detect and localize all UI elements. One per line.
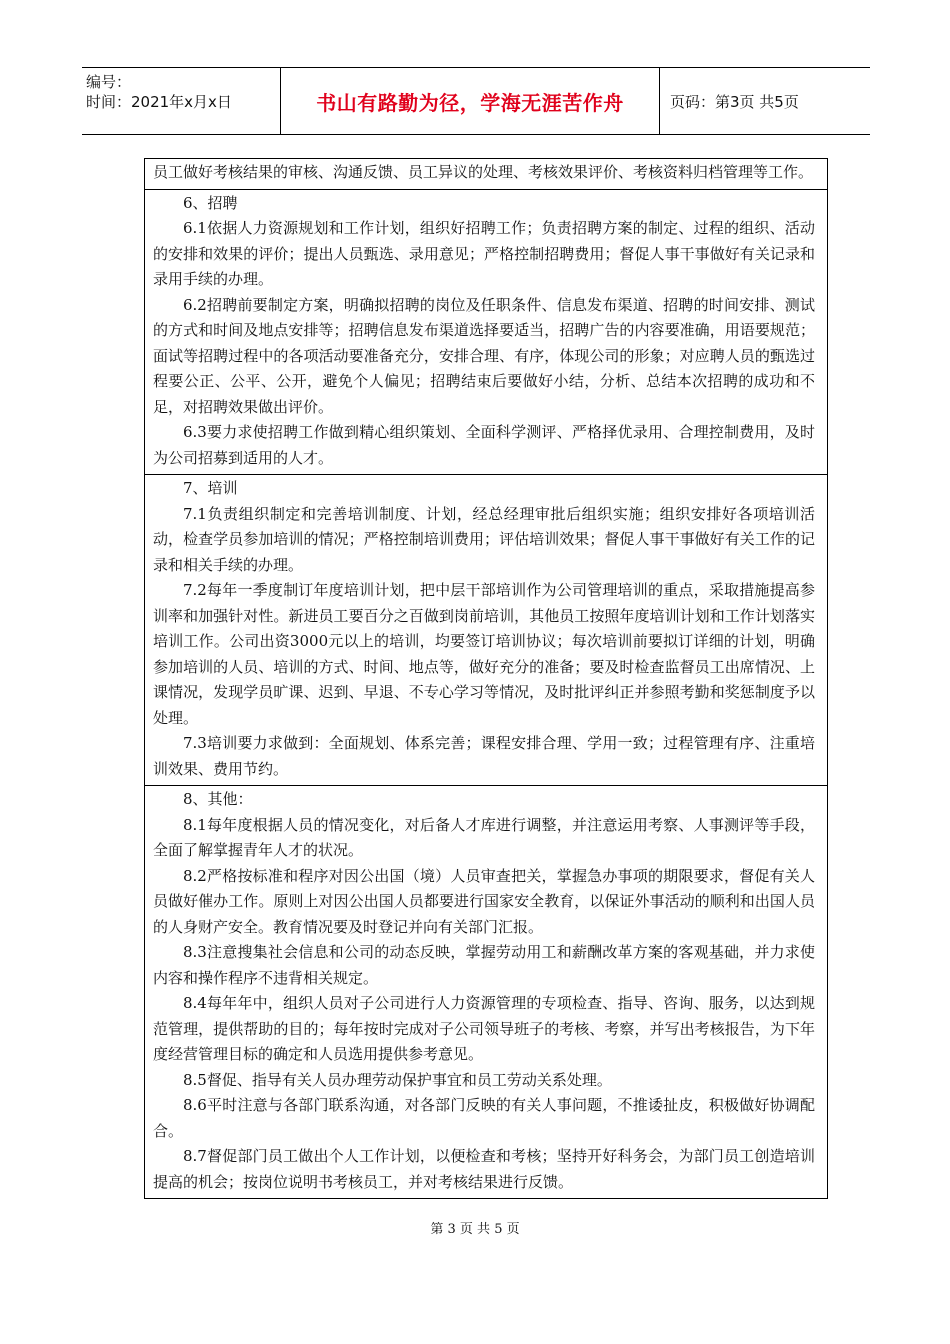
section-training [145, 474, 827, 785]
section-continuation [145, 159, 827, 189]
paragraph: 8.5督促、指导有关人员办理劳动保护事宜和员工劳动关系处理。 [183, 1070, 612, 1089]
paragraph: 8.2严格按标准和程序对因公出国（境）人员审查把关，掌握急办事项的期限要求，督促有关人员做好催办工作。原则上对因公出国人员都要进行国家安全教育，以保证外事活动的顺利和出国人员的人身财产安全。教育情况要及时登记并向有关部门汇报。 [153, 866, 815, 936]
paragraph: 7.3培训要力求做到：全面规划、体系完善；课程安排合理、学用一致；过程管理有序、注重培训效果、费用节约。 [153, 734, 815, 778]
section-heading: 6、招聘 [183, 193, 238, 212]
paragraph: 7.2每年一季度制订年度培训计划，把中层干部培训作为公司管理培训的重点，采取措施提高参训率和加强针对性。新进员工要百分之百做到岗前培训，其他员工按照年度培训计划和工作计划落实培训工作。公司出资3000元以上的培训，均要签订培训协议；每次培训前要拟订详细的计划，明确参加培训的人员、培训的方式、时间、地点等，做好充分的准备；要及时检查监督员工出席情况、上课情况，发现学员旷课、迟到、早退、不专心学习等情况，及时批评纠正并参照考勤和奖惩制度予以处理。 [153, 581, 815, 727]
paragraph: 8.4每年年中，组织人员对子公司进行人力资源管理的专项检查、指导、咨询、服务，以达到规范管理，提供帮助的目的；每年按时完成对子公司领导班子的考核、考察，并写出考核报告，为下年度经营管理目标的确定和人员选用提供参考意见。 [153, 994, 815, 1063]
header-motto: 书山有路勤为径，学海无涯苦作舟 [280, 68, 660, 134]
paragraph: 8.6平时注意与各部门联系沟通，对各部门反映的有关人事问题，不推诿扯皮，积极做好协调配合。 [153, 1096, 815, 1140]
paragraph: 8.3注意搜集社会信息和公司的动态反映，掌握劳动用工和薪酬改革方案的客观基础，并力求使内容和操作程序不违背相关规定。 [153, 943, 815, 987]
paragraph: 员工做好考核结果的审核、沟通反馈、员工异议的处理、考核效果评价、考核资料归档管理等工作。 [153, 163, 814, 181]
document-time-label: 时间：2021年x月x日 [86, 93, 232, 111]
header-meta [82, 68, 280, 134]
content-table [144, 158, 828, 1199]
paragraph: 6.2招聘前要制定方案，明确拟招聘的岗位及任职条件、信息发布渠道、招聘的时间安排、测试的方式和时间及地点安排等；招聘信息发布渠道选择要适当，招聘广告的内容要准确，用语要规范；面试等招聘过程中的各项活动要准备充分，安排合理、有序，体现公司的形象；对应聘人员的甄选过程要公正、公平、公开，避免个人偏见；招聘结束后要做好小结，分析、总结本次招聘的成功和不足，对招聘效果做出评价。 [153, 295, 815, 416]
paragraph: 6.3要力求使招聘工作做到精心组织策划、全面科学测评、严格择优录用、合理控制费用，及时为公司招募到适用的人才。 [153, 423, 815, 467]
header-page-info: 页码：第3页 共5页 [670, 92, 799, 111]
paragraph: 6.1依据人力资源规划和工作计划，组织好招聘工作；负责招聘方案的制定、过程的组织、活动的安排和效果的评价；提出人员甄选、录用意见；严格控制招聘费用；督促人事干事做好有关记录和录用手续的办理。 [153, 219, 815, 288]
paragraph: 7.1负责组织制定和完善培训制度、计划，经总经理审批后组织实施；组织安排好各项培训活动，检查学员参加培训的情况；严格控制培训费用；评估培训效果；督促人事干事做好有关工作的记录和相关手续的办理。 [153, 504, 815, 574]
page-footer: 第 3 页 共 5 页 [430, 1222, 520, 1237]
document-number-label: 编号： [86, 73, 132, 91]
section-other [145, 785, 827, 1198]
paragraph: 8.1每年度根据人员的情况变化，对后备人才库进行调整，并注意运用考察、人事测评等手段，全面了解掌握青年人才的状况。 [153, 815, 815, 859]
section-heading: 7、培训 [183, 479, 238, 497]
page-header [82, 67, 870, 135]
section-recruitment [145, 189, 827, 475]
section-heading: 8、其他： [183, 790, 253, 808]
paragraph: 8.7督促部门员工做出个人工作计划，以便检查和考核；坚持开好科务会，为部门员工创造培训提高的机会；按岗位说明书考核员工，并对考核结果进行反馈。 [153, 1147, 815, 1191]
